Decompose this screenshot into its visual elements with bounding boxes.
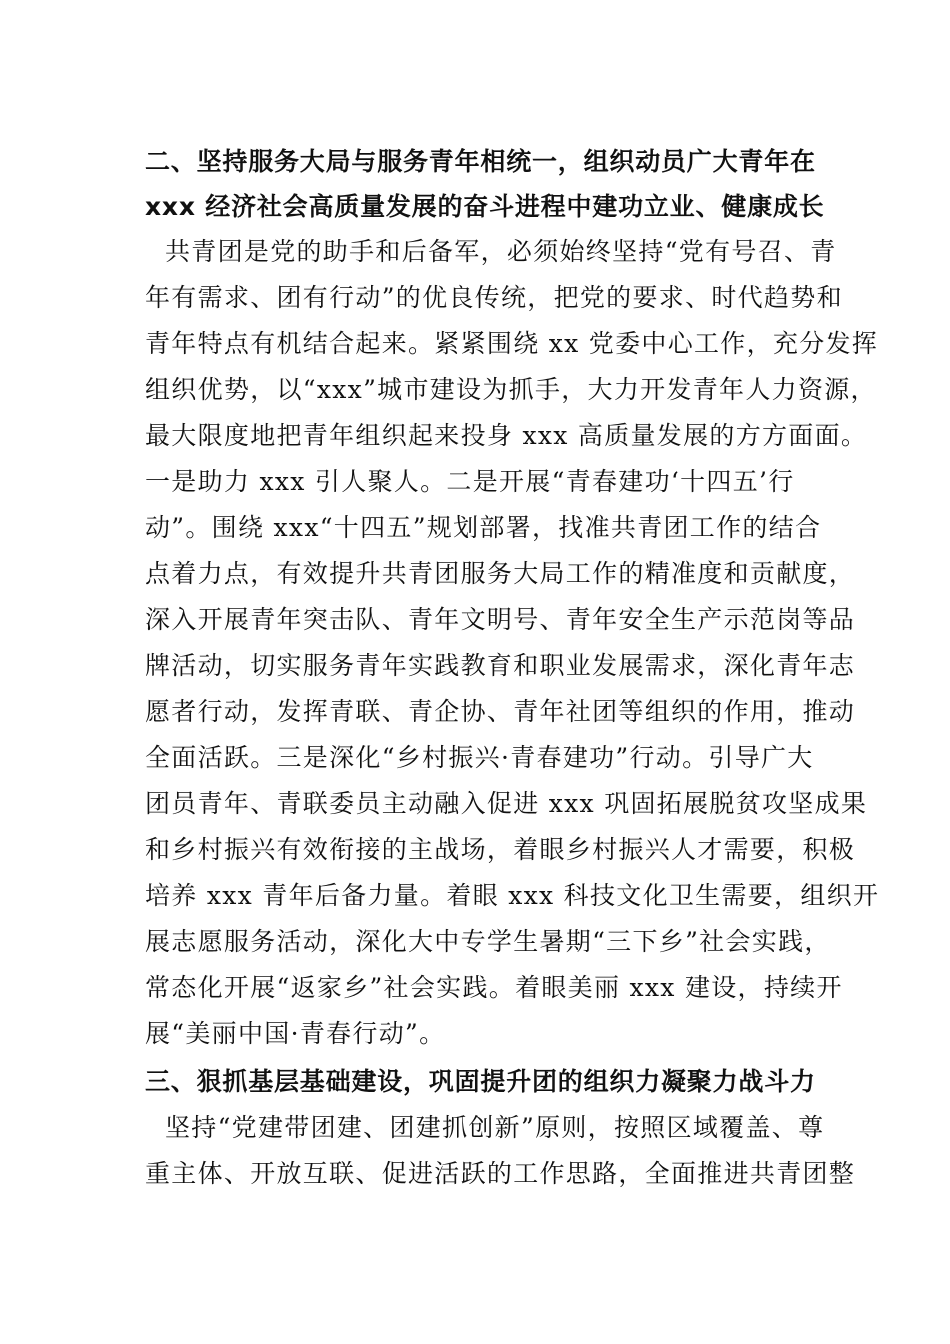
section-2-paragraph-line: 最大限度地把青年组织起来投身 xxx 高质量发展的方方面面。 [145, 421, 868, 450]
section-2-paragraph-line: 牌活动，切实服务青年实践教育和职业发展需求，深化青年志 [145, 651, 856, 680]
section-2-paragraph-line: 共青团是党的助手和后备军，必须始终坚持“党有号召、青 [165, 237, 837, 266]
section-2-paragraph-line: 全面活跃。三是深化“乡村振兴·青春建功”行动。引导广大 [145, 743, 814, 772]
section-2-paragraph-line: 愿者行动，发挥青联、青企协、青年社团等组织的作用，推动 [145, 697, 856, 726]
section-2-paragraph-line: 青年特点有机结合起来。紧紧围绕 xx 党委中心工作，充分发挥 [145, 329, 879, 358]
section-2-paragraph-line: 一是助力 xxx 引人聚人。二是开展“青春建功‘十四五’行 [145, 467, 795, 496]
section-2-paragraph-line: 点着力点，有效提升共青团服务大局工作的精准度和贡献度， [145, 559, 856, 588]
section-2-heading-line-1: 二、坚持服务大局与服务青年相统一，组织动员广大青年在 [145, 147, 816, 176]
section-2-paragraph-line: 和乡村振兴有效衔接的主战场，着眼乡村振兴人才需要，积极 [145, 835, 856, 864]
section-3-heading: 三、狠抓基层基础建设，巩固提升团的组织力凝聚力战斗力 [145, 1067, 816, 1096]
section-2-heading-line-2: xxx 经济社会高质量发展的奋斗进程中建功立业、健康成长 [145, 192, 825, 221]
section-2-paragraph-line: 展志愿服务活动，深化大中专学生暑期“三下乡”社会实践， [145, 927, 831, 956]
section-2-paragraph-line: 组织优势，以“xxx”城市建设为抓手，大力开发青年人力资源， [145, 375, 877, 404]
section-3-paragraph-line: 坚持“党建带团建、团建抓创新”原则，按照区域覆盖、尊 [165, 1113, 825, 1142]
section-2-paragraph-line: 团员青年、青联委员主动融入促进 xxx 巩固拓展脱贫攻坚成果 [145, 789, 868, 818]
section-2-paragraph-line: 培养 xxx 青年后备力量。着眼 xxx 科技文化卫生需要，组织开 [145, 881, 880, 910]
section-2-paragraph-line: 动”。围绕 xxx“十四五”规划部署，找准共青团工作的结合 [145, 513, 822, 542]
section-2-paragraph-line: 深入开展青年突击队、青年文明号、青年安全生产示范岗等品 [145, 605, 856, 634]
section-2-paragraph-line: 常态化开展“返家乡”社会实践。着眼美丽 xxx 建设，持续开 [145, 973, 843, 1002]
section-2-paragraph-line: 展“美丽中国·青春行动”。 [145, 1019, 446, 1048]
section-2-paragraph-line: 年有需求、团有行动”的优良传统，把党的要求、时代趋势和 [145, 283, 843, 312]
section-3-paragraph-line: 重主体、开放互联、促进活跃的工作思路，全面推进共青团整 [145, 1159, 856, 1188]
